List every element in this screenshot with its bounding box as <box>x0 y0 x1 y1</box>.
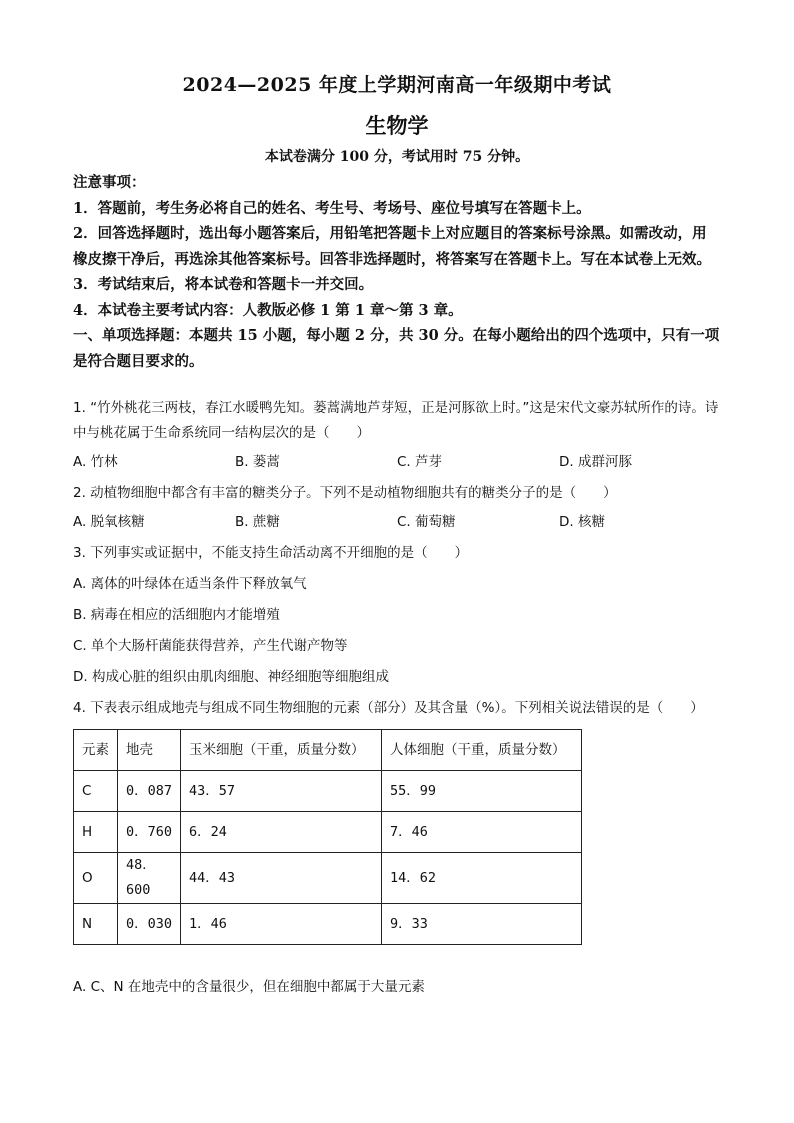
note-item: 3．考试结束后，将本试卷和答题卡一并交回。 <box>73 276 374 293</box>
table-cell: 48．600 <box>118 853 181 904</box>
table-header-cell: 人体细胞（干重，质量分数） <box>382 730 582 771</box>
question-stem: 1. “竹外桃花三两枝，春江水暖鸭先知。蒌蒿满地芦芽短，正是河豚欲上时。”这是宋代文豪苏轼所作的诗。诗中与桃花属于生命系统同一结构层次的是（ ） <box>73 400 719 441</box>
table-cell: H <box>74 812 118 853</box>
question-3 <box>73 541 721 690</box>
table-cell: 0．030 <box>118 904 181 945</box>
notes-section <box>73 170 721 374</box>
options-row <box>73 510 721 535</box>
table-row <box>74 771 582 812</box>
option-d: D. 构成心脏的组织由肌肉细胞、神经细胞等细胞组成 <box>73 669 389 685</box>
table-cell: 0．760 <box>118 812 181 853</box>
notes-heading: 注意事项： <box>73 174 146 191</box>
table-cell: 14．62 <box>382 853 582 904</box>
table-cell: 43．57 <box>181 771 382 812</box>
table-row <box>74 812 582 853</box>
table-row <box>74 904 582 945</box>
table-cell: N <box>74 904 118 945</box>
option-a: A. 竹林 <box>73 454 118 470</box>
note-item: 1．答题前，考生务必将自己的姓名、考生号、考场号、座位号填写在答题卡上。 <box>73 199 591 217</box>
option-b: B. 蒌蒿 <box>235 454 280 470</box>
question-2 <box>73 481 721 535</box>
option-c: C. 芦芽 <box>397 454 443 470</box>
table-cell: 7．46 <box>382 812 582 853</box>
option-a: A. 离体的叶绿体在适当条件下释放氧气 <box>73 576 307 592</box>
note-item: 4．本试卷主要考试内容：人教版必修 1 第 1 章～第 3 章。 <box>73 301 463 319</box>
exam-title: 2024—2025 年度上学期河南高一年级期中考试 <box>182 74 612 96</box>
option-c: C. 单个大肠杆菌能获得营养，产生代谢产物等 <box>73 638 348 654</box>
option-a: A. C、N 在地壳中的含量很少，但在细胞中都属于大量元素 <box>73 979 425 995</box>
table-header-cell: 地壳 <box>118 730 181 771</box>
table-cell: C <box>74 771 118 812</box>
questions-section <box>73 396 721 1006</box>
table-header-cell: 玉米细胞（干重，质量分数） <box>181 730 382 771</box>
score-info: 本试卷满分 100 分，考试用时 75 分钟。 <box>264 149 530 165</box>
note-item: 2．回答选择题时，选出每小题答案后，用铅笔把答题卡上对应题目的答案标号涂黑。如需改动，用橡皮擦干净后，再选涂其他答案标号。回答非选择题时，将答案写在答题卡上。写在本试卷上无效。 <box>73 225 711 268</box>
table-cell: 0．087 <box>118 771 181 812</box>
subject-title: 生物学 <box>365 113 429 138</box>
question-stem: 2. 动植物细胞中都含有丰富的糖类分子。下列不是动植物细胞共有的糖类分子的是（ ） <box>73 485 617 501</box>
table-cell: 1．46 <box>181 904 382 945</box>
table-cell: 55．99 <box>382 771 582 812</box>
table-cell: O <box>74 853 118 904</box>
table-header-cell: 元素 <box>74 730 118 771</box>
option-b: B. 病毒在相应的活细胞内才能增殖 <box>73 607 280 623</box>
options-row <box>73 450 721 475</box>
option-d: D. 核糖 <box>559 514 605 530</box>
table-header-row <box>74 730 582 771</box>
question-stem: 4. 下表表示组成地壳与组成不同生物细胞的元素（部分）及其含量（%）。下列相关说法错误的是（ ） <box>73 700 704 716</box>
table-cell: 6．24 <box>181 812 382 853</box>
option-c: C. 葡萄糖 <box>397 514 456 530</box>
table-cell: 9．33 <box>382 904 582 945</box>
section-heading: 一、单项选择题：本题共 15 小题，每小题 2 分，共 30 分。在每小题给出的四个选项中，只有一项是符合题目要求的。 <box>73 327 720 370</box>
table-cell: 44．43 <box>181 853 382 904</box>
element-table <box>73 729 582 945</box>
option-b: B. 蔗糖 <box>235 514 280 530</box>
question-stem: 3. 下列事实或证据中，不能支持生命活动离不开细胞的是（ ） <box>73 545 469 561</box>
option-d: D. 成群河豚 <box>559 454 632 470</box>
question-4 <box>73 696 721 1000</box>
option-a: A. 脱氧核糖 <box>73 514 145 530</box>
question-1 <box>73 396 721 475</box>
table-row <box>74 853 582 904</box>
